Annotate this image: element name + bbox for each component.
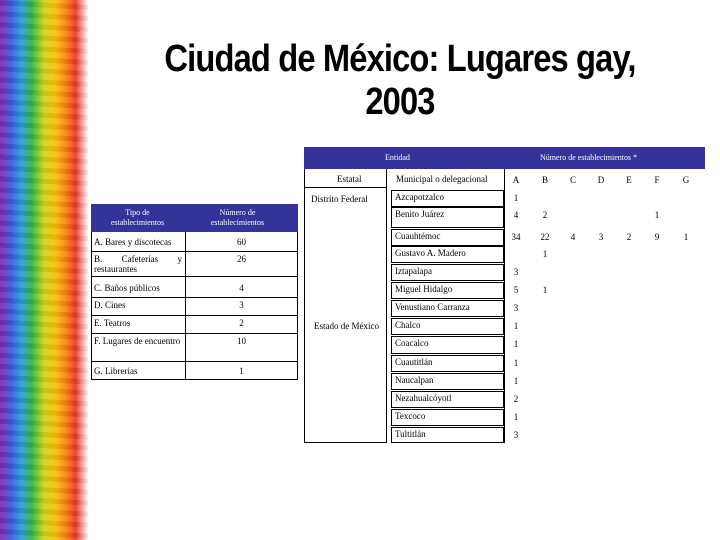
establishment-count: 4 [570,232,576,242]
municipio-name: Chalco [395,320,421,330]
left-row-value: 1 [239,366,244,376]
column-letter: E [626,175,632,185]
establishment-count: 1 [513,193,519,203]
establishment-count: 4 [513,210,519,220]
establishment-count: 3 [513,430,519,440]
establishment-count: 34 [511,232,521,242]
column-letter: A [512,175,520,185]
establishment-count: 3 [513,303,519,313]
municipio-name: Naucalpan [395,375,434,385]
municipio-name: Benito Juárez [395,209,445,219]
municipio-name: Coacalco [395,338,429,348]
left-header-count: Número de establecimientos [210,208,265,227]
state-edomex: Estado de México [314,321,379,331]
municipio-name: Venustiano Carranza [395,302,470,312]
municipio-name: Azcapotzalco [395,192,444,202]
state-df: Distrito Federal [311,194,368,204]
header-numero: Número de establecimientos * [540,153,638,162]
establishment-count: 5 [513,285,519,295]
left-row-label: C. Baños públicos [94,283,160,293]
municipio-name: Nezahualcóyotl [395,393,452,403]
column-letter: C [569,175,576,185]
establishment-count: 2 [513,394,519,404]
establishment-count: 1 [513,339,519,349]
establishment-count: 3 [513,267,519,277]
left-row-label: D. Cines [94,300,126,310]
slide-title: Ciudad de México: Lugares gay, 2003 [164,38,636,123]
left-row-value: 10 [237,336,246,346]
municipio-name: Iztapalapa [395,266,432,276]
left-row-value: 4 [239,283,244,293]
establishment-count: 1 [513,321,519,331]
right-table-header [304,147,705,169]
column-letter: F [654,175,660,185]
left-row-value: 26 [237,254,246,264]
left-row-label: G. Librerías [94,366,138,376]
sub-municipal: Municipal o delegacional [396,174,488,184]
establishment-count: 22 [540,232,550,242]
establishment-count: 1 [654,210,660,220]
establishment-count: 1 [542,249,548,259]
left-row-value: 2 [239,318,244,328]
municipio-name: Texcoco [395,411,426,421]
municipio-name: Cuauhtémoc [395,231,441,241]
left-row-label: E. Teatros [94,318,131,328]
establishment-count: 1 [513,412,519,422]
left-header-type: Tipo de establecimientos [110,208,165,227]
column-letter: G [682,175,690,185]
establishment-count: 9 [654,232,660,242]
establishment-count: 1 [542,285,548,295]
left-row-value: 3 [239,300,244,310]
establishment-count: 2 [542,210,548,220]
municipio-name: Miguel Hidalgo [395,284,453,294]
municipio-name: Gustavo A. Madero [395,248,466,258]
rainbow-decoration [0,0,88,540]
left-row-label: F. Lugares de encuentro [94,336,181,346]
establishment-count: 3 [598,232,604,242]
header-entidad: Entidad [385,153,410,162]
left-row-label: A. Bares y discotecas [94,237,172,247]
municipio-name: Tultitlán [395,429,426,439]
left-row-label: B. Cafeterías y restaurantes [94,254,182,274]
column-letter: D [597,175,605,185]
establishment-count: 2 [626,232,632,242]
sub-estatal: Estatal [337,174,362,184]
establishment-count: 1 [683,232,689,242]
establishment-count: 1 [513,358,519,368]
left-row-value: 60 [237,237,246,247]
municipio-name: Cuautitlán [395,357,433,367]
column-letter: B [541,175,548,185]
establishment-count: 1 [513,376,519,386]
